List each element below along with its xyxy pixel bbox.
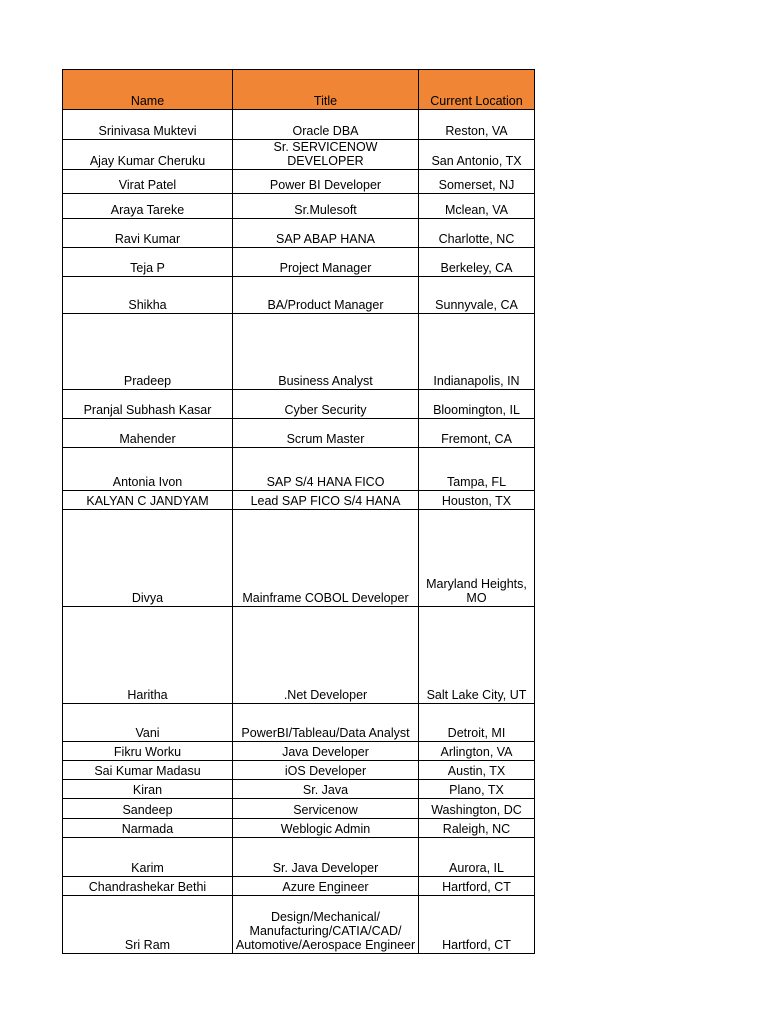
cell-name: Ajay Kumar Cheruku — [63, 140, 233, 170]
cell-title: Weblogic Admin — [233, 819, 419, 838]
cell-location: Tampa, FL — [419, 448, 535, 491]
cell-title: Sr. Java — [233, 780, 419, 799]
cell-name: Sandeep — [63, 799, 233, 819]
cell-location: Arlington, VA — [419, 742, 535, 761]
cell-location: Fremont, CA — [419, 419, 535, 448]
cell-location: Washington, DC — [419, 799, 535, 819]
cell-title: SAP S/4 HANA FICO — [233, 448, 419, 491]
cell-title: Scrum Master — [233, 419, 419, 448]
cell-location: Detroit, MI — [419, 704, 535, 742]
cell-name: Vani — [63, 704, 233, 742]
cell-location: Berkeley, CA — [419, 248, 535, 277]
cell-location: Charlotte, NC — [419, 219, 535, 248]
cell-name: Araya Tareke — [63, 194, 233, 219]
cell-location: Hartford, CT — [419, 896, 535, 954]
cell-title: Azure Engineer — [233, 877, 419, 896]
header-name: Name — [63, 70, 233, 110]
table-row — [63, 110, 535, 140]
cell-title: Sr.Mulesoft — [233, 194, 419, 219]
table-row — [63, 140, 535, 170]
cell-location: Reston, VA — [419, 110, 535, 140]
cell-title: Sr. Java Developer — [233, 838, 419, 877]
cell-location: Salt Lake City, UT — [419, 607, 535, 704]
cell-title: Servicenow — [233, 799, 419, 819]
cell-name: Haritha — [63, 607, 233, 704]
cell-location: Indianapolis, IN — [419, 314, 535, 390]
cell-location: Hartford, CT — [419, 877, 535, 896]
header-location: Current Location — [419, 70, 535, 110]
cell-name: Sai Kumar Madasu — [63, 761, 233, 780]
cell-name: KALYAN C JANDYAM — [63, 491, 233, 510]
table-row — [63, 510, 535, 607]
cell-title: Design/Mechanical/ Manufacturing/CATIA/CAD/ Automotive/Aerospace Engineer — [233, 896, 419, 954]
cell-title: Business Analyst — [233, 314, 419, 390]
table-row — [63, 838, 535, 877]
table-row — [63, 419, 535, 448]
cell-title: Java Developer — [233, 742, 419, 761]
cell-name: Narmada — [63, 819, 233, 838]
cell-location: Houston, TX — [419, 491, 535, 510]
cell-name: Fikru Worku — [63, 742, 233, 761]
cell-title: Mainframe COBOL Developer — [233, 510, 419, 607]
table-row — [63, 607, 535, 704]
candidates-table — [62, 69, 535, 954]
table-row — [63, 277, 535, 314]
cell-title: Project Manager — [233, 248, 419, 277]
cell-location: Sunnyvale, CA — [419, 277, 535, 314]
table-row — [63, 314, 535, 390]
cell-name: Antonia Ivon — [63, 448, 233, 491]
cell-title: .Net Developer — [233, 607, 419, 704]
table-row — [63, 219, 535, 248]
cell-location: Mclean, VA — [419, 194, 535, 219]
table-row — [63, 799, 535, 819]
cell-location: Austin, TX — [419, 761, 535, 780]
cell-title: Lead SAP FICO S/4 HANA — [233, 491, 419, 510]
cell-title: Cyber Security — [233, 390, 419, 419]
cell-name: Pranjal Subhash Kasar — [63, 390, 233, 419]
cell-name: Kiran — [63, 780, 233, 799]
header-row — [63, 70, 535, 110]
cell-location: Somerset, NJ — [419, 170, 535, 194]
cell-title: iOS Developer — [233, 761, 419, 780]
cell-location: Maryland Heights, MO — [419, 510, 535, 607]
cell-title: PowerBI/Tableau/Data Analyst — [233, 704, 419, 742]
table-row — [63, 742, 535, 761]
cell-name: Sri Ram — [63, 896, 233, 954]
cell-location: Raleigh, NC — [419, 819, 535, 838]
table-row — [63, 761, 535, 780]
cell-name: Pradeep — [63, 314, 233, 390]
cell-title: Sr. SERVICENOW DEVELOPER — [233, 140, 419, 170]
table-row — [63, 819, 535, 838]
cell-name: Shikha — [63, 277, 233, 314]
cell-name: Chandrashekar Bethi — [63, 877, 233, 896]
cell-name: Ravi Kumar — [63, 219, 233, 248]
table-row — [63, 194, 535, 219]
table-row — [63, 170, 535, 194]
table-row — [63, 877, 535, 896]
cell-location: Bloomington, IL — [419, 390, 535, 419]
cell-name: Virat Patel — [63, 170, 233, 194]
cell-title: Power BI Developer — [233, 170, 419, 194]
cell-name: Teja P — [63, 248, 233, 277]
cell-location: Aurora, IL — [419, 838, 535, 877]
cell-title: BA/Product Manager — [233, 277, 419, 314]
cell-location: Plano, TX — [419, 780, 535, 799]
cell-name: Mahender — [63, 419, 233, 448]
table-row — [63, 780, 535, 799]
table-row — [63, 491, 535, 510]
table-row — [63, 448, 535, 491]
cell-name: Srinivasa Muktevi — [63, 110, 233, 140]
table-row — [63, 390, 535, 419]
cell-name: Divya — [63, 510, 233, 607]
header-title: Title — [233, 70, 419, 110]
table-row — [63, 704, 535, 742]
cell-title: SAP ABAP HANA — [233, 219, 419, 248]
cell-location: San Antonio, TX — [419, 140, 535, 170]
table-row — [63, 248, 535, 277]
cell-title: Oracle DBA — [233, 110, 419, 140]
cell-name: Karim — [63, 838, 233, 877]
table-row — [63, 896, 535, 954]
